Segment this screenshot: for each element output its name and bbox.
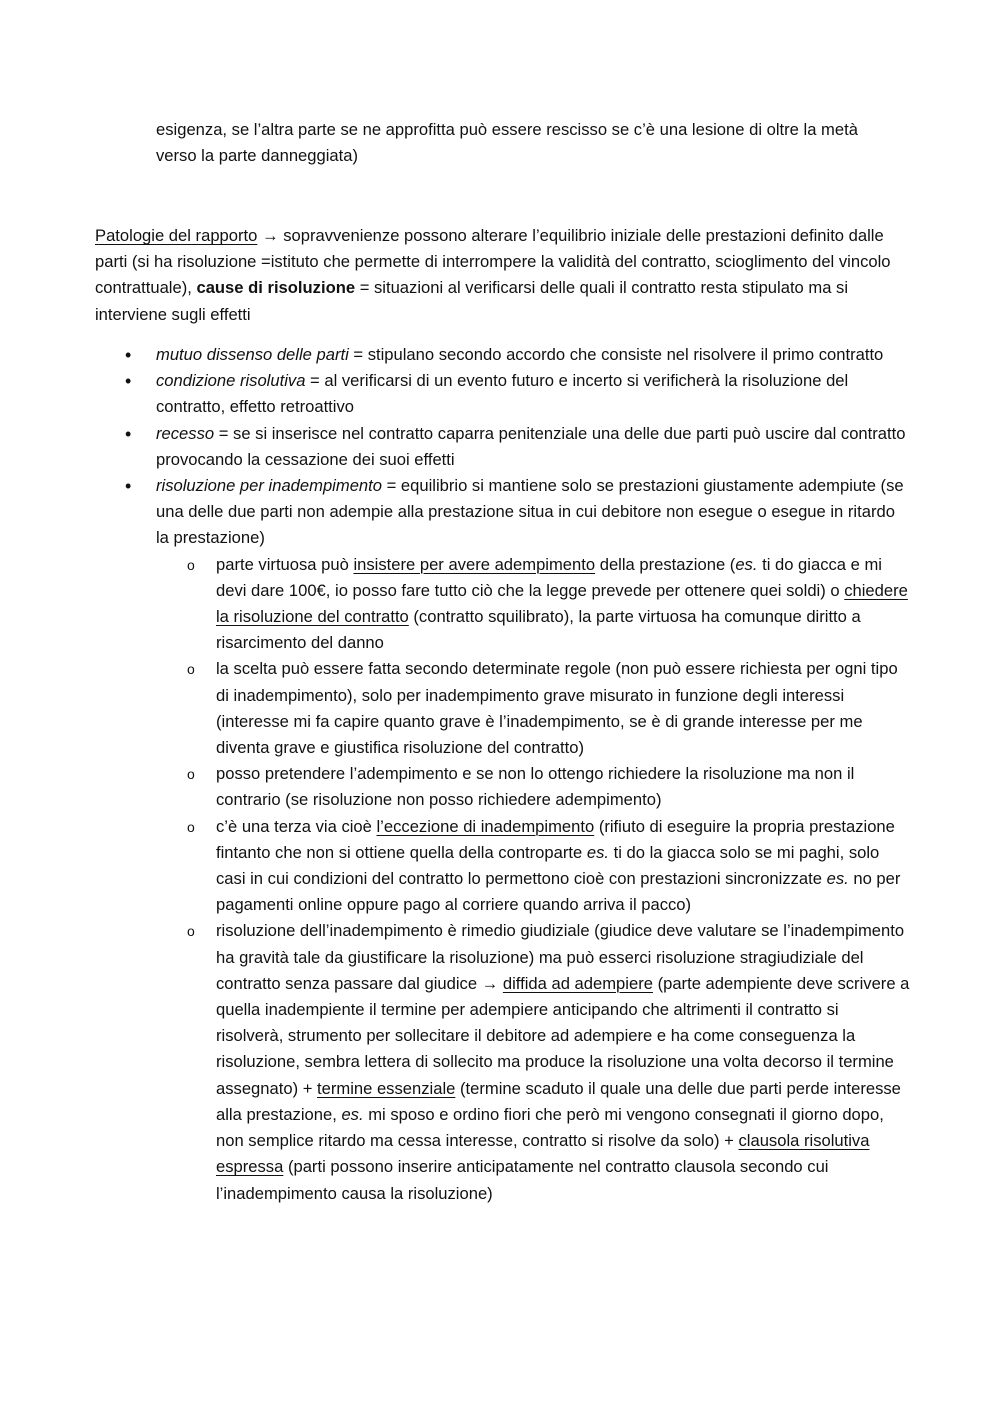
underlined-term: clausola risolutiva espressa <box>216 1131 870 1177</box>
list-item <box>95 421 910 473</box>
sub-text: ti do giacca e mi devi dare 100€, io posso fare tutto ciò che la legge prevede per ottenere quei soldi) o <box>216 554 882 600</box>
bullet-term: condizione risolutiva <box>156 371 306 391</box>
intro-line-1: esigenza, se l’altra parte se ne approfitta può essere rescisso se c’è una lesione di oltre la metà <box>156 120 858 139</box>
sub-text: c’è una terza via cioè <box>216 816 377 836</box>
sub-text: mi sposo e ordino fiori che però mi vengono consegnati il giorno dopo, non semplice ritardo ma cessa interesse, contratto si risolve da solo) + <box>216 1104 884 1151</box>
list-item <box>95 473 910 1207</box>
bullet-text: = al verificarsi di un evento futuro e incerto si verificherà la risoluzione del contratto, effetto retroattivo <box>156 371 849 417</box>
arrow-icon: → <box>481 973 499 993</box>
sub-text: (termine scaduto il quale una delle due parti perde interesse alla prestazione, <box>216 1078 901 1124</box>
section-text-1: sopravvenienze possono alterare l’equilibrio iniziale delle prestazioni definito dalle parti (si ha risoluzione =istituto che permette di interrompere la validità del contratto, scioglimento del vincolo contrattuale), <box>95 226 891 298</box>
list-item <box>95 342 910 368</box>
sub-text: la scelta può essere fatta secondo determinate regole (non può essere richiesta per ogni tipo di inadempimento), solo per inadempimento grave misurato in funzione degli interessi (interesse mi fa capire quanto grave è l’inadempimento, se è di grande interesse per me diventa grave e giustifica risoluzione del contratto) <box>216 659 898 758</box>
pathology-paragraph <box>95 223 910 328</box>
bullet-text: = stipulano secondo accordo che consiste nel risolvere il primo contratto <box>348 345 884 364</box>
bullet-term: mutuo dissenso delle parti <box>156 345 349 364</box>
section-bold-term: cause di risoluzione <box>196 278 356 298</box>
sub-text: no per pagamenti online oppure pago al corriere quando arriva il pacco) <box>216 869 901 915</box>
bullet-term: recesso <box>156 423 215 443</box>
example-abbrev: es. <box>341 1104 364 1124</box>
sub-text: (parte adempiente deve scrivere a quella inadempiente il termine per adempiere anticipando che altrimenti il contratto si risolverà, strumento per sollecitare il debitore ad adempiere e ha come conseguenza la risoluzione, sembra lettera di sollecito ma produce la risoluzione una volta decorso il termine assegnato) + <box>216 973 910 1098</box>
sub-text: (parti possono inserire anticipatamente nel contratto clausola secondo cui l’inadempimento causa la risoluzione) <box>216 1157 829 1203</box>
arrow-icon: → <box>262 226 279 245</box>
underlined-term: l’eccezione di inadempimento <box>376 816 595 836</box>
list-item <box>95 368 910 420</box>
causes-list <box>95 342 910 1207</box>
sub-list-item <box>156 552 910 657</box>
sub-text: (contratto squilibrato), la parte virtuosa ha comunque diritto a risarcimento del danno <box>216 607 861 653</box>
example-abbrev: es. <box>586 842 609 862</box>
sub-list <box>156 552 910 1207</box>
sub-text: risoluzione dell’inadempimento è rimedio giudiziale (giudice deve valutare se l’inadempimento ha gravità tale da giustificare la risoluzione) ma può esserci risoluzione stragiudiziale del contratto senza passare dal giudice <box>216 921 905 993</box>
example-abbrev: es. <box>735 554 758 574</box>
underlined-term: termine essenziale <box>317 1078 456 1098</box>
sub-list-item <box>156 656 910 761</box>
sub-text: parte virtuosa può <box>216 554 354 574</box>
sub-list-item <box>156 814 910 919</box>
bullet-term: risoluzione per inadempimento <box>156 476 382 496</box>
intro-line-2: verso la parte danneggiata) <box>156 146 359 166</box>
sub-text: ti do la giacca solo se mi paghi, solo casi in cui condizioni del contratto lo permettono cioè con prestazioni sincronizzate <box>216 842 880 889</box>
bullet-text: = equilibrio si mantiene solo se prestazioni giustamente adempiute (se una delle due parti non adempie alla prestazione situa in cui debitore non esegue o esegue in ritardo la prestazione) <box>156 476 904 548</box>
section-heading-link: Patologie del rapporto <box>95 226 258 245</box>
underlined-term: insistere per avere adempimento <box>353 554 596 574</box>
section-text-2: = situazioni al verificarsi delle quali il contratto resta stipulato ma si interviene sugli effetti <box>95 278 849 324</box>
sub-list-item <box>156 761 910 813</box>
sub-text: (rifiuto di eseguire la propria prestazione fintanto che non si ottiene quella della controparte <box>216 816 895 862</box>
bullet-text: = se si inserisce nel contratto caparra penitenziale una delle due parti può uscire dal contratto provocando la cessazione dei suoi effetti <box>156 423 906 469</box>
underlined-term: diffida ad adempiere <box>502 973 653 993</box>
example-abbrev: es. <box>826 869 849 889</box>
sub-list-item <box>156 918 910 1206</box>
sub-text: posso pretendere l’adempimento e se non lo ottengo richiedere la risoluzione ma non il contrario (se risoluzione non posso richiedere adempimento) <box>216 764 855 810</box>
intro-paragraph <box>156 117 916 169</box>
underlined-term: chiedere la risoluzione del contratto <box>216 580 908 627</box>
sub-text: della prestazione ( <box>595 554 736 574</box>
